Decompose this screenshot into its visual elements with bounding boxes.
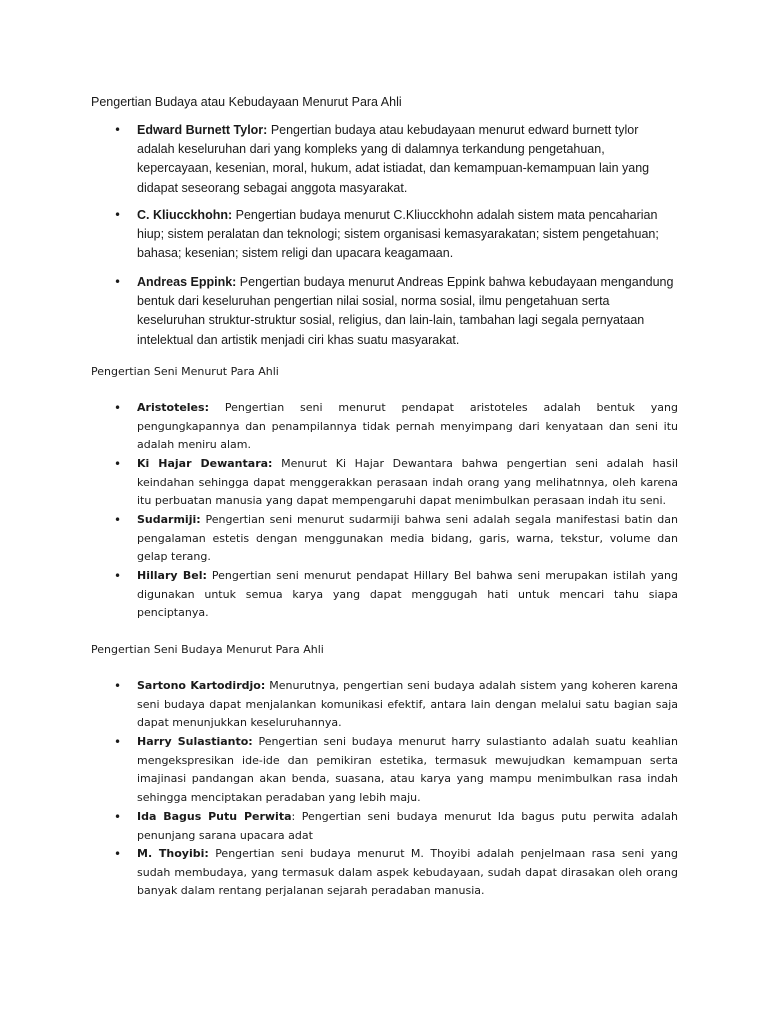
list-item-definition: Menurut Ki Hajar Dewantara bahwa pengertian seni adalah hasil keindahan sehingga dapat menggerakkan perasaan indah orang yang melihatnnya, oleh karena itu perbuatan manusia yang dapat mempengaruhi dapat menimbulkan perasaan indah itu seni. <box>137 457 678 508</box>
list-item-text <box>137 206 678 264</box>
bullet-icon: • <box>114 208 122 222</box>
list-item-term: Sartono Kartodirdjo: <box>137 679 266 692</box>
list-item-definition: Pengertian seni menurut pendapat aristoteles adalah bentuk yang pengungkapannya dan penampilannya tidak pernah menyimpang dari kenyataan dan seni itu adalah meniru alam. <box>137 401 678 452</box>
bullet-icon: • <box>114 513 122 527</box>
list-item-term: Ki Hajar Dewantara: <box>137 457 273 470</box>
bullet-icon: • <box>114 401 122 415</box>
list-item-term: Harry Sulastianto: <box>137 735 253 748</box>
list-item-text <box>137 567 678 623</box>
list-item-definition: Menurutnya, pengertian seni budaya adalah sistem yang koheren karena seni budaya dapat menjalankan komunikasi efektif, antara lain dengan melalui satu bagian saja dapat menunjukkan keseluruhannya. <box>137 679 678 730</box>
list-item-definition: Pengertian budaya menurut Andreas Eppink bahwa kebudayaan mengandung bentuk dari keseluruhan pengertian nilai sosial, norma sosial, ilmu pengetahuan serta keseluruhan struktur-struktur sosial, religius, dan lain-lain, tambahan lagi segala pernyataan intelektual dan artistik menjadi ciri khas suatu masyarakat. <box>137 275 674 347</box>
list-item-text <box>137 808 678 845</box>
list-item-term: Hillary Bel: <box>137 569 207 582</box>
list-item-term: Edward Burnett Tylor: <box>137 123 268 137</box>
bullet-icon: • <box>114 810 122 824</box>
list-item-definition: Pengertian seni menurut sudarmiji bahwa seni adalah segala manifestasi batin dan pengalaman estetis dengan menggunakan media bidang, garis, warna, tekstur, volume dan gelap terang. <box>137 513 678 564</box>
list-item-term: Sudarmiji: <box>137 513 201 526</box>
list-item-definition: : Pengertian seni budaya menurut Ida bagus putu perwita adalah penunjang sarana upacara adat <box>137 810 678 842</box>
list-item-definition: Pengertian seni budaya menurut harry sulastianto adalah suatu keahlian mengekspresikan ide-ide dan pemikiran estetika, termasuk mewujudkan kemampuan serta imajinasi pandangan akan benda, suasana, atau karya yang mampu menimbulkan rasa indah sehingga menciptakan peradaban yang lebih maju. <box>137 735 678 805</box>
bullet-icon: • <box>114 847 122 861</box>
bullet-icon: • <box>114 275 122 289</box>
bullet-icon: • <box>114 679 122 693</box>
list-item-term: C. Kliucckhohn: <box>137 208 233 222</box>
list-item-definition: Pengertian seni menurut pendapat Hillary Bel bahwa seni merupakan istilah yang digunakan untuk semua karya yang dapat menggugah hati untuk mencari tahu siapa penciptanya. <box>137 569 678 620</box>
list-item-text <box>137 511 678 567</box>
bullet-icon: • <box>114 735 122 749</box>
list-item-definition: Pengertian budaya menurut C.Kliucckhohn adalah sistem mata pencaharian hiup; sistem peralatan dan teknologi; sistem organisasi kemasyarakatan; sistem pengetahuan; bahasa; kesenian; sistem religi dan upacara keagamaan. <box>137 208 659 261</box>
section-heading-budaya: Pengertian Budaya atau Kebudayaan Menurut Para Ahli <box>91 95 402 109</box>
section-heading-seni-budaya: Pengertian Seni Budaya Menurut Para Ahli <box>91 643 324 656</box>
list-item-definition: Pengertian seni budaya menurut M. Thoyibi adalah penjelmaan rasa seni yang sudah membudaya, yang termasuk dalam aspek kebudayaan, sudah dapat dirasakan oleh orang banyak dalam rentang perjalanan sejarah peradaban manusia. <box>137 847 678 898</box>
bullet-icon: • <box>114 123 122 137</box>
list-item-text <box>137 399 678 455</box>
bullet-icon: • <box>114 457 122 471</box>
section-heading-seni: Pengertian Seni Menurut Para Ahli <box>91 365 279 378</box>
list-item-term: Andreas Eppink: <box>137 275 237 289</box>
list-item-term: M. Thoyibi: <box>137 847 209 860</box>
list-item-text <box>137 121 678 198</box>
list-item-term: Aristoteles: <box>137 401 209 414</box>
list-item-term: Ida Bagus Putu Perwita <box>137 810 292 823</box>
list-item-definition: Pengertian budaya atau kebudayaan menurut edward burnett tylor adalah keseluruhan dari yang kompleks yang di dalamnya terkandung pengetahuan, kepercayaan, kesenian, moral, hukum, adat istiadat, dan kemampuan-kemampuan lain yang didapat seseorang sebagai anggota masyarakat. <box>137 123 650 195</box>
list-item-text <box>137 733 678 808</box>
list-item-text <box>137 845 678 901</box>
list-item-text <box>137 273 678 350</box>
list-item-text <box>137 677 678 733</box>
bullet-icon: • <box>114 569 122 583</box>
list-item-text <box>137 455 678 511</box>
